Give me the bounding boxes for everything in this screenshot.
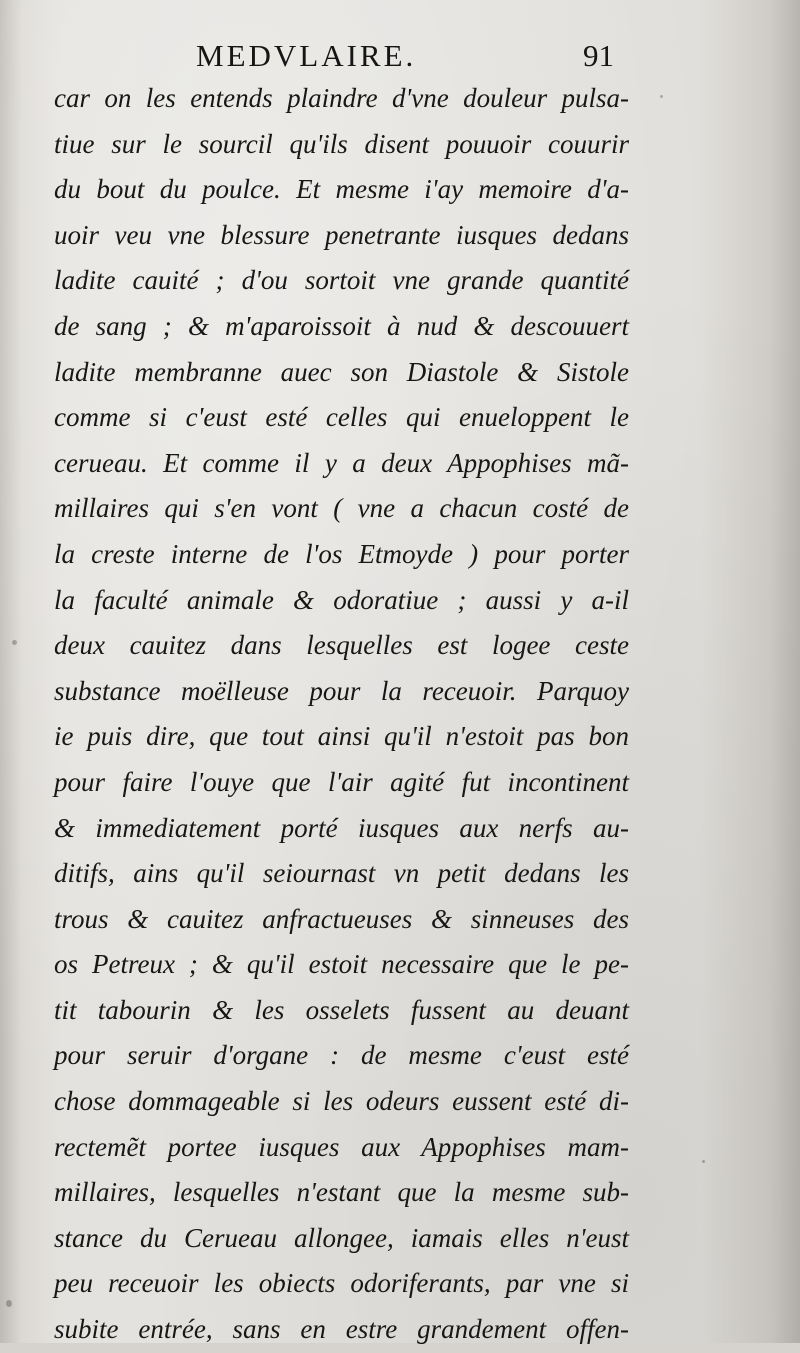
text-line: pour seruir d'organe : de mesme c'eust esté	[54, 1040, 629, 1071]
running-title: MEDVLAIRE.	[196, 38, 417, 73]
paper-speck	[660, 95, 663, 98]
paper-speck	[702, 1160, 705, 1163]
text-line: millaires, lesquelles n'estant que la mesme sub-	[54, 1177, 629, 1208]
text-line: peu receuoir les obiects odoriferants, par vne si	[54, 1268, 629, 1299]
text-line: trous & cauitez anfractueuses & sinneuses des	[54, 903, 629, 934]
text-line: la creste interne de l'os Etmoyde ) pour porter	[54, 538, 629, 569]
text-line: car on les entends plaindre d'vne douleur pulsa-	[54, 83, 629, 113]
text-line: du bout du poulce. Et mesme i'ay memoire d'a-	[54, 174, 629, 205]
text-line: pour faire l'ouye que l'air agité fut incontinent	[54, 766, 629, 797]
text-line: ladite membranne auec son Diastole & Sistole	[54, 356, 629, 387]
page-number: 91	[583, 38, 614, 73]
text-line: millaires qui s'en vont ( vne a chacun costé de	[54, 493, 629, 524]
text-line: tiue sur le sourcil qu'ils disent pouuoir couurir	[54, 128, 629, 159]
paper-speck	[12, 640, 17, 645]
text-line: uoir veu vne blessure penetrante iusques dedans	[54, 219, 629, 250]
text-line: la faculté animale & odoratiue ; aussi y a-il	[54, 584, 629, 615]
text-line: substance moëlleuse pour la receuoir. Parquoy	[54, 675, 629, 706]
paper-speck	[6, 1300, 12, 1307]
text-line: de sang ; & m'aparoissoit à nud & descouuert	[54, 310, 629, 341]
text-line: chose dommageable si les odeurs eussent esté di-	[54, 1086, 629, 1117]
text-line: ditifs, ains qu'il seiournast vn petit dedans les	[54, 858, 629, 889]
text-line: tit tabourin & les osselets fussent au deuant	[54, 994, 629, 1025]
text-line: ie puis dire, que tout ainsi qu'il n'estoit pas bon	[54, 721, 629, 752]
text-line: subite entrée, sans en estre grandement offen-	[54, 1314, 629, 1345]
text-line: comme si c'eust esté celles qui enueloppent le	[54, 402, 629, 433]
text-line: ladite cauité ; d'ou sortoit vne grande quantité	[54, 265, 629, 296]
text-line: stance du Cerueau allongee, iamais elles n'eust	[54, 1222, 629, 1253]
text-line: & immediatement porté iusques aux nerfs au-	[54, 812, 629, 843]
text-line: cerueau. Et comme il y a deux Appophises mã-	[54, 447, 629, 478]
text-line: deux cauitez dans lesquelles est logee ceste	[54, 630, 629, 661]
body-text	[54, 76, 629, 1353]
text-line: rectemẽt portee iusques aux Appophises mam-	[54, 1131, 629, 1162]
text-line: os Petreux ; & qu'il estoit necessaire que le pe-	[54, 949, 629, 980]
